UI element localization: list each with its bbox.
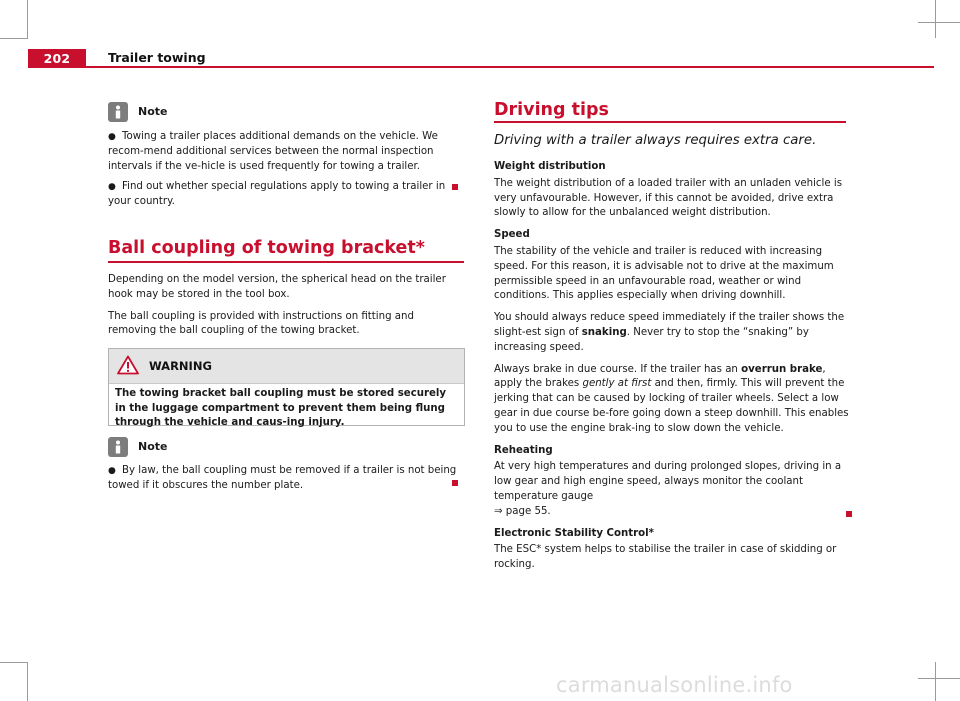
heading-rule xyxy=(108,261,464,263)
page-number: 202 xyxy=(28,49,86,67)
paragraph: You should always reduce speed immediately if the trailer shows the slight-est sign of snaking. Never try to stop the “snaking” by increasing speed. xyxy=(494,312,845,353)
paragraph: Always brake in due course. If the trailer has an overrun brake, apply the brakes gently at first and then, firmly. This will prevent the jerking that can be caused by locking of trailer wheels. Select a low gear in due course be-fore going down a steep downhill. This enables you to use the engine brak-ing to slow down the vehicle. xyxy=(494,363,849,434)
left-note-2 xyxy=(108,437,464,494)
heading-rule xyxy=(494,121,846,123)
crop-mark xyxy=(0,662,28,663)
warning-title: WARNING xyxy=(149,359,212,373)
note-bullet: ● Find out whether special regulations apply to towing a trailer in your country. xyxy=(108,181,446,208)
paragraph: The ESC* system helps to stabilise the trailer in case of skidding or rocking. xyxy=(494,544,837,571)
paragraph: The stability of the vehicle and trailer is reduced with increasing speed. For this reason, it is advisable not to drive at the maximum permissible speed in an unfavourable road, weather or wind conditions. This applies especially when driving downhill. xyxy=(494,245,834,302)
note-bullet: ● By law, the ball coupling must be removed if a trailer is not being towed if it obscures the number plate. xyxy=(108,465,457,491)
note-heading xyxy=(108,102,464,122)
running-header-title: Trailer towing xyxy=(108,50,206,65)
section-heading: Driving tips xyxy=(494,100,609,120)
crop-mark xyxy=(918,22,960,23)
paragraph: The weight distribution of a loaded trailer with an unladen vehicle is very unfavourable. However, if this cannot be avoided, drive extra slowly to allow for the unbalanced weight distribution. xyxy=(494,177,842,219)
paragraph: At very high temperatures and during prolonged slopes, driving in a low gear and high engine speed, always monitor the coolant temperature gauge ⇒ page 55. xyxy=(494,461,842,517)
right-column xyxy=(494,132,854,573)
note-info-icon xyxy=(108,102,128,122)
crop-mark xyxy=(918,678,960,679)
page-reference-link[interactable]: ⇒ page 55. xyxy=(494,505,551,517)
subheading: Weight distribution xyxy=(494,161,606,172)
crop-mark xyxy=(935,662,936,701)
subheading: Reheating xyxy=(494,444,553,456)
end-of-section-mark xyxy=(452,184,458,190)
note-bullet: ● Towing a trailer places additional demands on the vehicle. We recom-mend additional services between the normal inspection intervals if the ve-hicle is used frequently for towing a trailer. xyxy=(108,131,438,172)
section-heading: Ball coupling of towing bracket* xyxy=(108,238,425,258)
warning-header xyxy=(109,349,464,384)
watermark: carmanualsonline.info xyxy=(556,673,793,697)
crop-mark xyxy=(27,0,28,38)
crop-mark xyxy=(0,38,28,39)
warning-box xyxy=(108,348,465,429)
note-title: Note xyxy=(138,104,168,118)
warning-triangle-icon xyxy=(117,355,139,378)
emphasis: snaking xyxy=(581,326,627,338)
note-title: Note xyxy=(138,439,168,453)
paragraph: Depending on the model version, the spherical head on the trailer hook may be stored in the tool box. xyxy=(108,274,446,300)
crop-mark xyxy=(27,662,28,701)
warning-text: The towing bracket ball coupling must be stored securely in the luggage compartment to prevent them being flung through the vehicle and caus-ing injury. xyxy=(115,388,447,429)
note-info-icon xyxy=(108,437,128,457)
crop-mark xyxy=(935,0,936,38)
end-of-section-mark xyxy=(846,511,852,517)
paragraph: The ball coupling is provided with instructions on fitting and removing the ball coupling of the towing bracket. xyxy=(108,310,414,337)
subheading: Speed xyxy=(494,229,530,241)
emphasis: overrun brake xyxy=(741,363,823,375)
subheading: Electronic Stability Control* xyxy=(494,527,654,539)
lead-text: Driving with a trailer always requires extra care. xyxy=(494,133,817,148)
left-body-text xyxy=(108,273,464,339)
left-column xyxy=(108,102,464,210)
header-rule xyxy=(28,66,934,68)
note-heading xyxy=(108,437,464,457)
emphasis-italic: gently at first xyxy=(582,378,652,390)
end-of-section-mark xyxy=(452,480,458,486)
